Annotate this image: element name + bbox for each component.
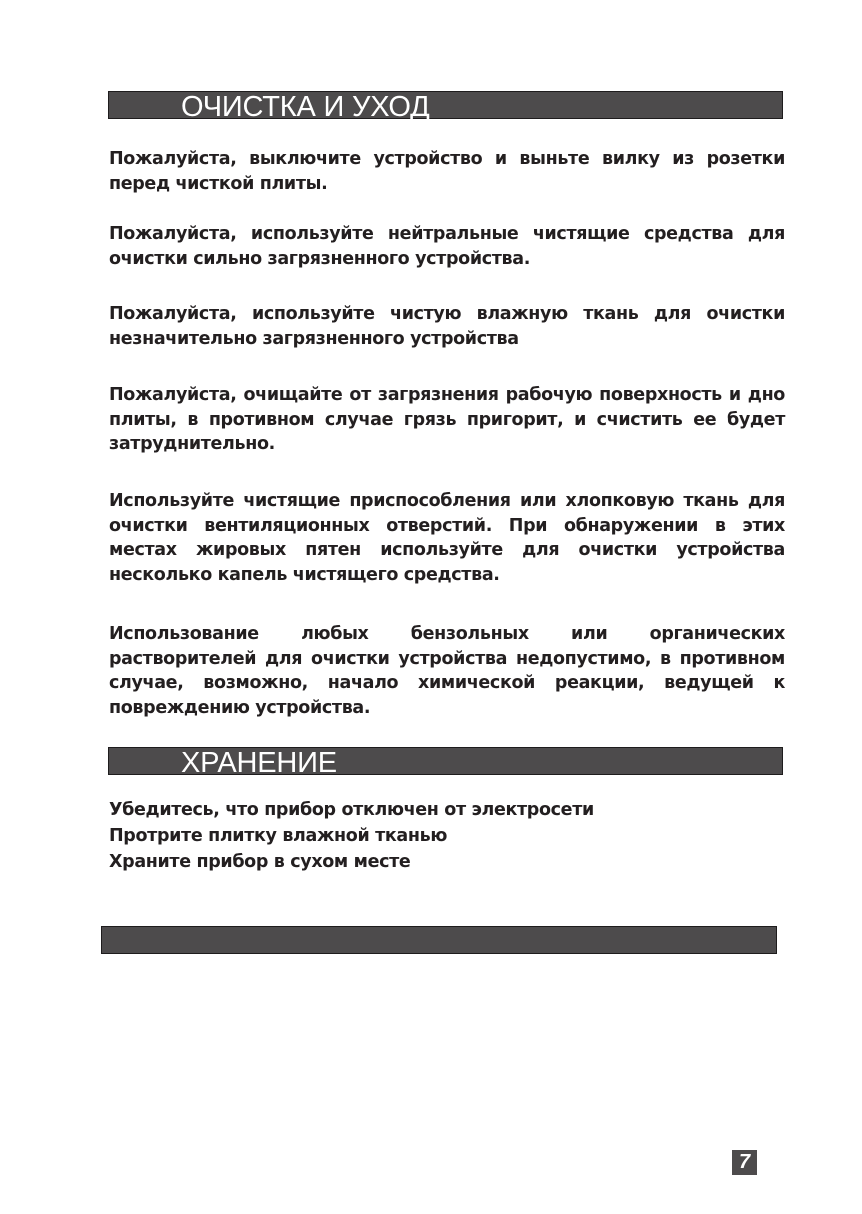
section-header-storage — [108, 747, 783, 779]
section-header-cleaning — [108, 91, 783, 123]
cleaning-paragraph-2: Пожалуйста, используйте нейтральные чистящие средства для очистки сильно загрязненного устройства. — [109, 224, 785, 269]
storage-item-1: Убедитесь, что прибор отключен от электросети — [109, 800, 594, 820]
cleaning-paragraph-6: Использование любых бензольных или органических растворителей для очистки устройства недопустимо, в противном случае, возможно, начало химической реакции, ведущей к повреждению устройства. — [109, 624, 785, 718]
cleaning-paragraph-1: Пожалуйста, выключите устройство и выньте вилку из розетки перед чисткой плиты. — [109, 149, 785, 194]
storage-item-3: Храните прибор в сухом месте — [109, 852, 411, 872]
section-title-cleaning: ОЧИСТКА И УХОД — [181, 91, 430, 123]
section-divider-bar — [101, 926, 777, 954]
storage-item-2: Протрите плитку влажной тканью — [109, 826, 448, 846]
storage-list — [109, 797, 785, 875]
cleaning-paragraph-4: Пожалуйста, очищайте от загрязнения рабочую поверхность и дно плиты, в противном случае грязь пригорит, и счистить ее будет затруднительно. — [109, 385, 785, 454]
section-title-storage: ХРАНЕНИЕ — [181, 747, 337, 779]
cleaning-paragraph-5: Используйте чистящие приспособления или хлопковую ткань для очистки вентиляционных отверстий. При обнаружении в этих местах жировых пятен используйте для очистки устройства несколько капель чистящего средства. — [109, 491, 785, 585]
page-number: 7 — [732, 1150, 757, 1175]
cleaning-paragraph-3: Пожалуйста, используйте чистую влажную ткань для очистки незначительно загрязненного устройства — [109, 304, 785, 349]
